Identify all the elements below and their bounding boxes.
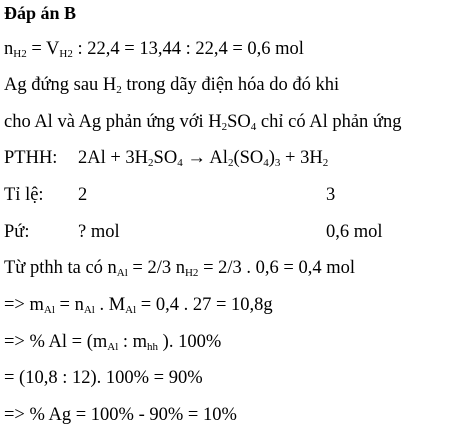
reaction-h2: 0,6 mol: [326, 222, 383, 242]
text: : 22,4 = 13,44 : 22,4 = 0,6 mol: [72, 39, 304, 59]
text: trong dãy điện hóa do đó khi: [121, 75, 340, 95]
subscript: Al: [116, 267, 128, 279]
answer-title: Đáp án B: [4, 3, 77, 23]
text: cho Al và Ag phản ứng với H: [4, 112, 222, 132]
explanation-line-2: [4, 111, 401, 133]
ratio-h2: 3: [326, 185, 336, 205]
subscript: H2: [184, 267, 199, 279]
percent-ag-result-line: => % Ag = 100% - 90% = 10%: [4, 405, 237, 425]
text: . M: [94, 295, 126, 315]
subscript: 2: [116, 84, 122, 96]
moles-h2-line: [4, 38, 304, 60]
text: : m: [118, 332, 148, 352]
subscript: Al: [43, 304, 55, 316]
subscript: 2: [221, 121, 228, 133]
reaction-label: Pứ:: [4, 222, 30, 242]
ratio-label: Tỉ lệ:: [4, 185, 44, 205]
text: = n: [54, 295, 84, 315]
text: ). 100%: [158, 332, 222, 352]
subscript: Al: [125, 304, 137, 316]
chemical-equation: $2Al + 3H_2SO_4 \to Al_2(SO_4)_3 + 3H_2$: [78, 148, 329, 169]
text: = 0,4 . 27 = 10,8g: [136, 295, 273, 315]
ratio-line: [4, 184, 444, 206]
text: => % Al = (m: [4, 332, 108, 352]
mass-al-line: [4, 294, 273, 316]
equation-line: [4, 147, 444, 169]
subscript: H2: [13, 48, 27, 60]
percent-al-result-line: = (10,8 : 12). 100% = 90%: [4, 368, 203, 388]
text: Ag đứng sau H: [4, 75, 117, 95]
subscript: hh: [147, 341, 159, 353]
equation-label: PTHH:: [4, 148, 58, 168]
subscript: 4: [250, 121, 257, 133]
subscript: Al: [83, 304, 95, 316]
explanation-line-1: [4, 74, 339, 96]
text: SO: [227, 112, 251, 132]
text: Từ pthh ta có n: [4, 258, 117, 278]
text: = 2/3 . 0,6 = 0,4 mol: [198, 258, 355, 278]
subscript: H2: [59, 48, 73, 60]
text: n: [4, 39, 14, 59]
text: => m: [4, 295, 44, 315]
text: = V: [26, 39, 60, 59]
ratio-al: 2: [78, 185, 88, 205]
percent-al-formula-line: [4, 331, 221, 353]
moles-al-line: [4, 257, 355, 279]
reaction-al: ? mol: [78, 222, 120, 242]
text: = 2/3 n: [127, 258, 185, 278]
text: chỉ có Al phản ứng: [256, 112, 402, 132]
subscript: Al: [107, 341, 119, 353]
reaction-line: [4, 221, 444, 243]
